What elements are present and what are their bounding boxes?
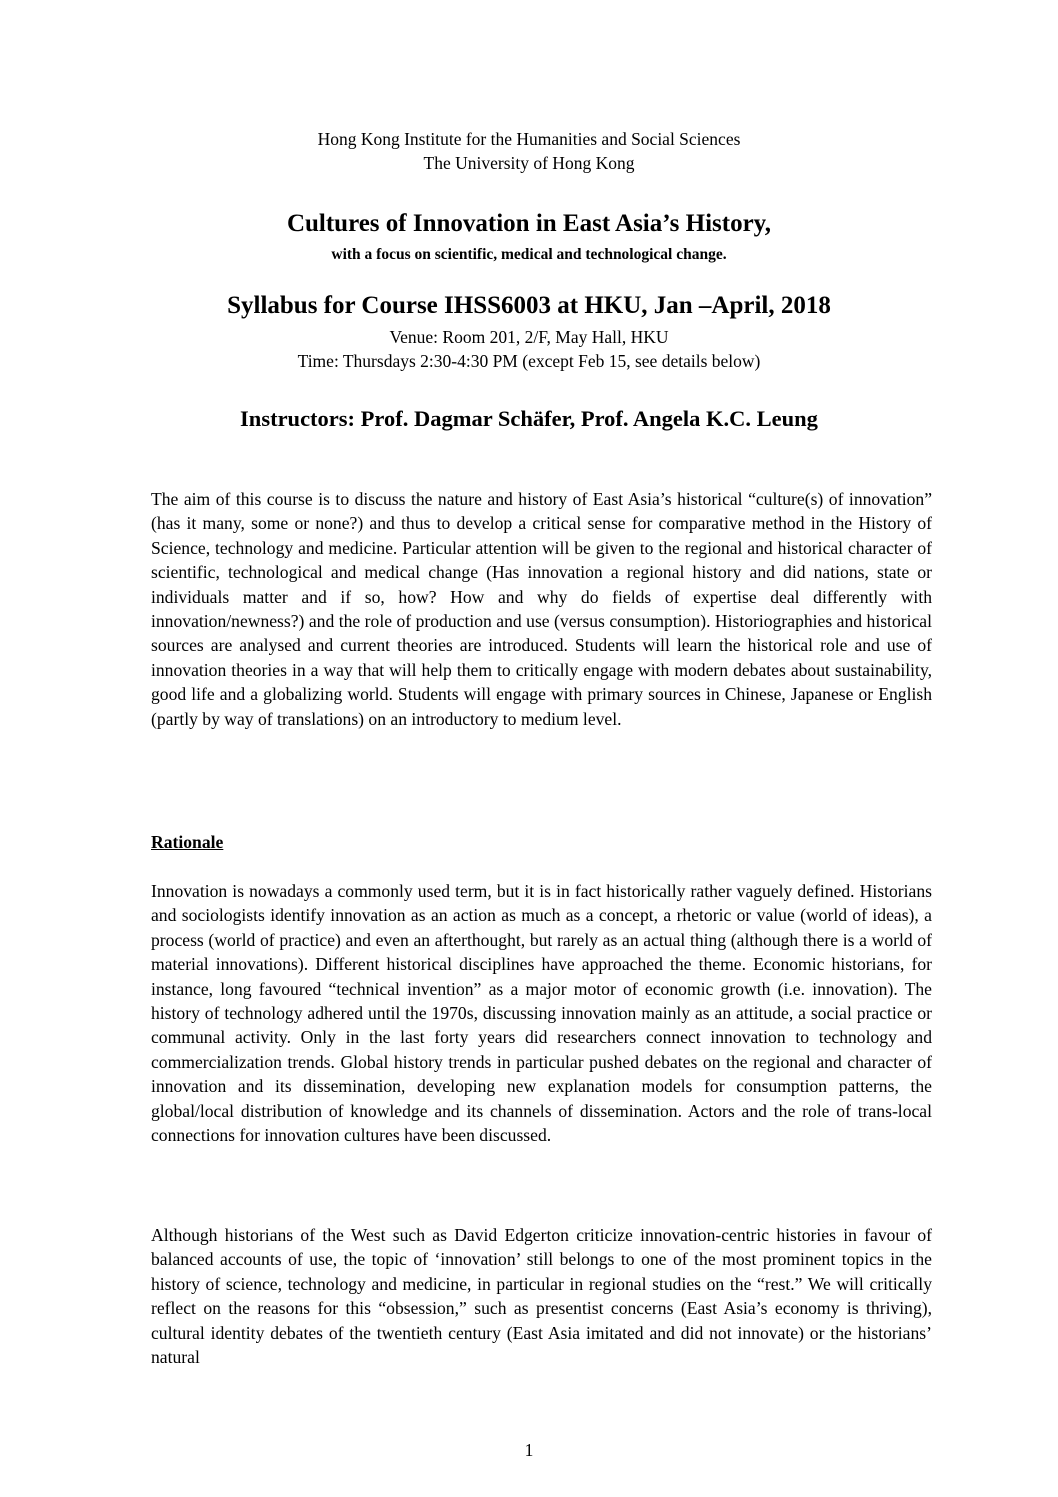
intro-paragraph: The aim of this course is to discuss the nature and history of East Asia’s historical “culture(s) of innovation” (has it many, some or none?) and thus to develop a critical sense for comparative method in the History of Science, technology and medicine. Particular attention will be given to the regional and historical character of scientific, technological and medical change (Has innovation a regional history and did nations, state or individuals matter and if so, how? How and why do fields of expertise deal differently with innovation/newness?) and the role of production and use (versus consumption). Historiographies and historical sources are analysed and current theories are introduced. Students will learn the historical role and use of innovation theories in a way that will help them to critically engage with modern debates about sustainability, good life and a globalizing world. Students will engage with primary sources in Chinese, Japanese or English (partly by way of translations) on an introductory to medium level.: [151, 489, 932, 729]
university-name: The University of Hong Kong: [423, 153, 635, 173]
rationale-paragraph-1: Innovation is nowadays a commonly used term, but it is in fact historically rather vaguely defined. Historians and sociologists identify innovation as an action as much as a concept, a rhetoric or value (world of ideas), a process (world of practice) and even an afterthought, but rarely as an actual thing (although there is a world of material innovations). Different historical disciplines have approached the theme. Economic historians, for instance, long favoured “technical invention” as a major motor of economic growth (i.e. innovation). The history of technology adhered until the 1970s, discussing innovation mainly as an attitude, a social practice or communal activity. Only in the last forty years did researchers connect innovation to technology and commercialization trends. Global history trends in particular pushed debates on the regional and character of innovation and its dissemination, developing new explanation models for consumption patterns, the global/local distribution of knowledge and its channels of dissemination. Actors and the role of trans-local connections for innovation cultures have been discussed.: [151, 881, 932, 1146]
page-number: 1: [524, 1440, 534, 1460]
syllabus-heading: Syllabus for Course IHSS6003 at HKU, Jan –April, 2018: [227, 292, 831, 319]
time-line: Time: Thursdays 2:30-4:30 PM (except Feb 15, see details below): [297, 351, 761, 371]
course-subtitle: with a focus on scientific, medical and technological change.: [331, 246, 727, 263]
course-title: Cultures of Innovation in East Asia’s History,: [286, 210, 772, 237]
institute-name: Hong Kong Institute for the Humanities and Social Sciences: [317, 129, 741, 149]
rationale-heading: Rationale: [151, 832, 224, 852]
instructors-line: Instructors: Prof. Dagmar Schäfer, Prof. Angela K.C. Leung: [240, 406, 818, 431]
venue-line: Venue: Room 201, 2/F, May Hall, HKU: [389, 327, 669, 347]
rationale-paragraph-2: Although historians of the West such as David Edgerton criticize innovation-centric histories in favour of balanced accounts of use, the topic of ‘innovation’ still belongs to one of the most prominent topics in the history of science, technology and medicine, in particular in regional studies on the “rest.” We will critically reflect on the reasons for this “obsession,” such as presentist concerns (East Asia’s economy is thriving), cultural identity debates of the twentieth century (East Asia imitated and did not innovate) or the historians’ natural: [151, 1225, 932, 1368]
